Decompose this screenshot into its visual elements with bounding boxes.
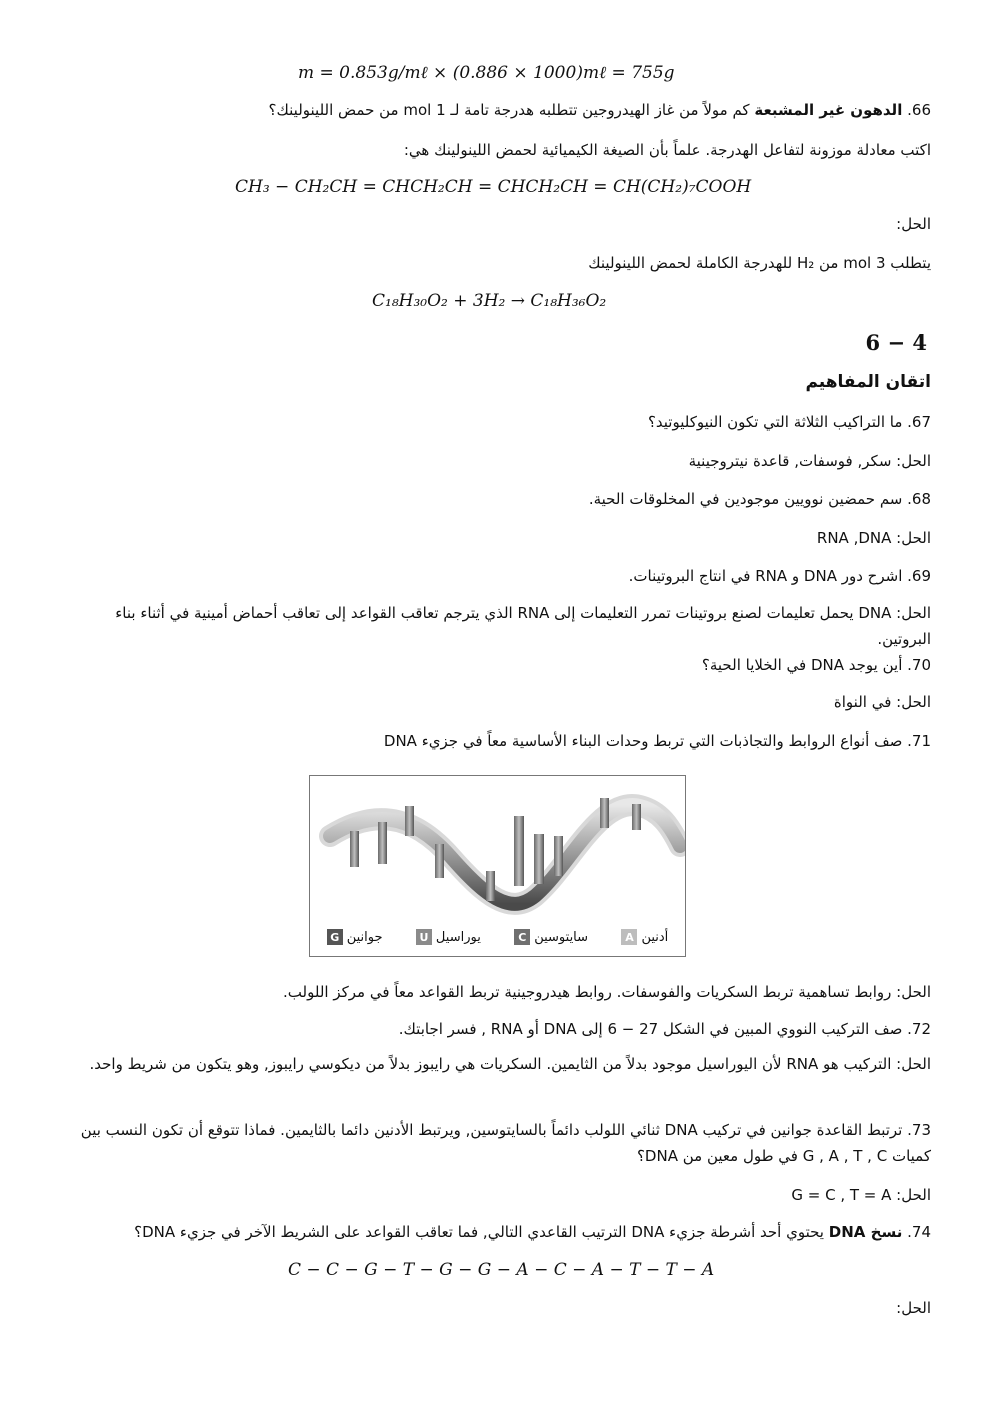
legend-label-c: سايتوسين bbox=[534, 929, 589, 945]
question-74 bbox=[80, 1222, 931, 1242]
section-title: اتقان المفاهيم bbox=[805, 372, 931, 392]
question-number: 66. bbox=[907, 101, 931, 119]
legend-swatch-c: C bbox=[514, 929, 530, 945]
rna-strand-figure bbox=[309, 775, 686, 957]
answer-69: الحل: DNA يحمل تعليمات لصنع بروتينات تمرر التعليمات إلى RNA الذي يترجم تعاقب القواعد إلى تعاقب أحماض أمينية في أثناء بناء البروتين. bbox=[115, 604, 931, 648]
question-number: 74. bbox=[907, 1223, 931, 1241]
question-66 bbox=[80, 100, 931, 120]
nucleotide-base bbox=[486, 871, 495, 901]
nucleotide-base bbox=[534, 834, 544, 884]
nucleotide-base bbox=[514, 816, 524, 886]
nucleotide-base bbox=[405, 806, 414, 836]
legend-label-a: أدنين bbox=[641, 929, 669, 945]
nucleotide-base bbox=[554, 836, 563, 876]
answer-67: الحل: سكر, فوسفات, قاعدة نيتروجينية bbox=[688, 452, 931, 470]
section-number: 6 − 4 bbox=[865, 330, 927, 355]
answer-70: الحل: في النواة bbox=[833, 693, 931, 711]
question-text: كم مولاً من غاز الهيدروجين تتطلبه هدرجة تامة لـ 1 mol من حمض اللينولينك؟ bbox=[268, 101, 750, 119]
legend-item-cytosine bbox=[514, 929, 588, 945]
linolenic-acid-formula: CH₃ − CH₂CH = CHCH₂CH = CHCH₂CH = CH(CH₂)₇COOH bbox=[235, 177, 752, 197]
nucleotide-base bbox=[350, 831, 359, 867]
question-73: 73. ترتبط القاعدة جوانين في تركيب DNA ثنائي اللولب دائماً بالسايتوسين, ويرتبط الأدنين دائما بالثايمين. فماذا تتوقع أن تكون النسب بين كميات G , A , T , C في طول معين من DNA؟ bbox=[80, 1121, 931, 1165]
base-legend bbox=[310, 926, 685, 948]
nucleotide-base bbox=[435, 844, 444, 878]
nucleotide-base bbox=[632, 804, 641, 830]
legend-item-guanine bbox=[327, 929, 383, 945]
legend-swatch-g: G bbox=[327, 929, 343, 945]
answer-label: الحل: bbox=[896, 215, 931, 233]
nucleotide-base bbox=[378, 822, 387, 864]
question-67: 67. ما التراكيب الثلاثة التي تكون النيوكليوتيد؟ bbox=[647, 413, 931, 431]
question-keyword: الدهون غير المشبعة bbox=[754, 101, 903, 119]
answer-68: الحل: RNA ,DNA bbox=[816, 529, 931, 547]
answer-66: يتطلب 3 mol من H₂ للهدرجة الكاملة لحمض اللينولينك bbox=[588, 254, 931, 272]
question-66-instruction: اكتب معادلة موزونة لتفاعل الهدرجة. علماً بأن الصيغة الكيميائية لحمض اللينولينك هي: bbox=[403, 141, 931, 159]
answer-72: الحل: التركيب هو RNA لأن اليوراسيل موجود بدلاً من الثايمين. السكريات هي رايبوز بدلاً من ديكوسي رايبوز, وهو يتكون من شريط واحد. bbox=[89, 1055, 931, 1073]
question-72: 72. صف التركيب النووي المبين في الشكل 27 − 6 إلى DNA أو RNA , فسر اجابتك. bbox=[398, 1020, 931, 1038]
legend-swatch-u: U bbox=[416, 929, 432, 945]
question-69: 69. اشرح دور DNA و RNA في انتاج البروتينات. bbox=[628, 567, 931, 585]
question-keyword: نسخ DNA bbox=[828, 1223, 903, 1241]
density-equation: m = 0.853g/mℓ × (0.886 × 1000)mℓ = 755g bbox=[298, 63, 675, 83]
answer-label: الحل: bbox=[896, 1299, 931, 1317]
answer-71: الحل: روابط تساهمية تربط السكريات والفوسفات. روابط هيدروجينية تربط القواعد معاً في مركز اللولب. bbox=[283, 983, 931, 1001]
legend-label-u: يوراسيل bbox=[435, 929, 481, 945]
question-70: 70. أين يوجد DNA في الخلايا الحية؟ bbox=[701, 656, 931, 674]
dna-sequence: C − C − G − T − G − G − A − C − A − T − T − A bbox=[288, 1260, 715, 1280]
legend-swatch-a: A bbox=[621, 929, 637, 945]
nucleotide-base bbox=[600, 798, 609, 828]
question-71: 71. صف أنواع الروابط والتجاذبات التي تربط وحدات البناء الأساسية معاً في جزيء DNA bbox=[383, 732, 931, 750]
legend-item-adenine bbox=[621, 929, 668, 945]
hydrogenation-equation: C₁₈H₃₀O₂ + 3H₂ → C₁₈H₃₆O₂ bbox=[372, 291, 607, 311]
question-68: 68. سم حمضين نوويين موجودين في المخلوقات الحية. bbox=[588, 490, 931, 508]
legend-item-uracil bbox=[416, 929, 481, 945]
answer-73: الحل: G = C , T = A bbox=[791, 1186, 931, 1204]
question-text: يحتوي أحد أشرطة جزيء DNA الترتيب القاعدي التالي, فما تعاقب القواعد على الشريط الآخر في جزيء DNA؟ bbox=[134, 1223, 824, 1241]
rna-helix-image bbox=[310, 776, 685, 926]
legend-label-g: جوانين bbox=[346, 929, 383, 945]
